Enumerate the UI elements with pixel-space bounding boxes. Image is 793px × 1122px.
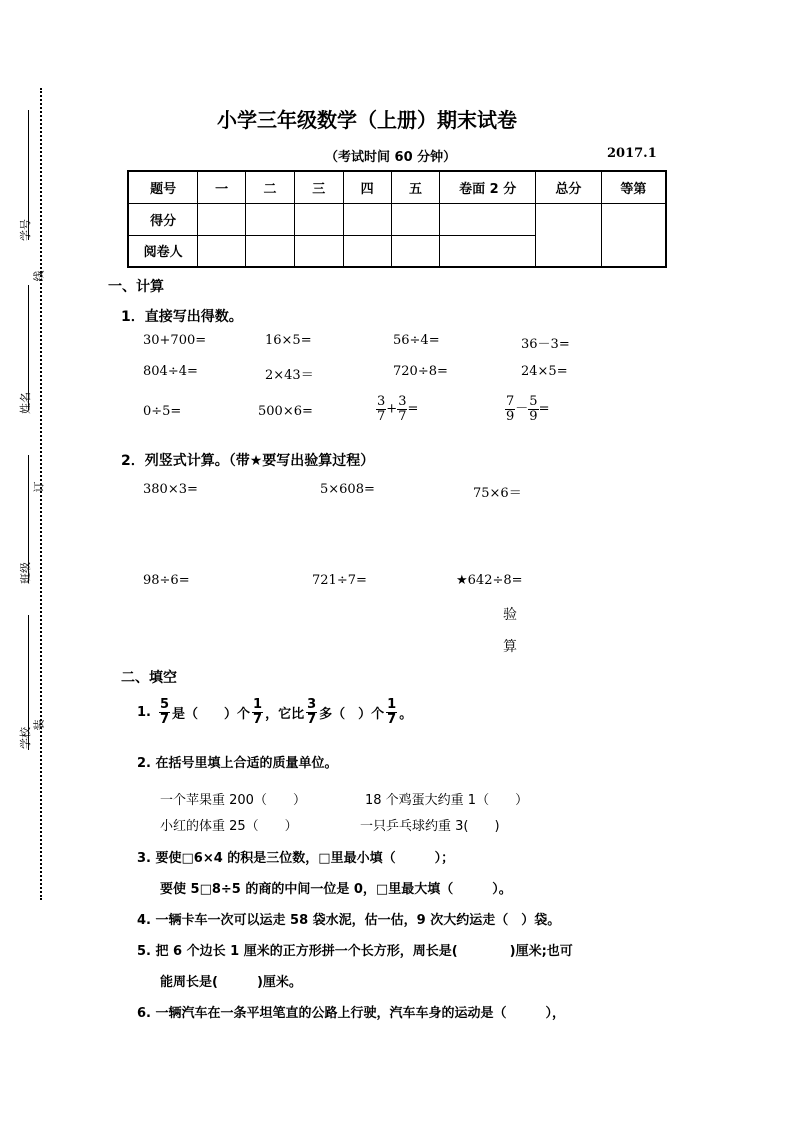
school-label: 学校 <box>19 727 32 749</box>
name-label: 姓名 <box>19 392 32 414</box>
problem: 0÷5= <box>143 404 182 419</box>
fill-question-5-line2: 能周长是( )厘米。 <box>160 975 302 990</box>
fill-question-4: 4. 一辆卡车一次可以运走 58 袋水泥，估一估，9 次大约运走（ ）袋。 <box>137 913 561 928</box>
problem: 720÷8= <box>393 364 448 379</box>
score-header-cell: 卷面 2 分 <box>440 171 536 203</box>
grader-cell[interactable] <box>343 235 391 267</box>
section1-heading: 一、计算 <box>108 279 164 295</box>
starred-problem: ★642÷8= <box>456 573 523 588</box>
score-header-cell: 等第 <box>601 171 666 203</box>
score-cell[interactable] <box>246 203 295 235</box>
problem: 56÷4= <box>393 333 440 348</box>
score-header-cell: 二 <box>246 171 295 203</box>
fill-question-6: 6. 一辆汽车在一条平坦笔直的公路上行驶，汽车车身的运动是（ ）， <box>137 1006 566 1021</box>
fill-question-2: 2. 在括号里填上合适的质量单位。 <box>137 756 338 771</box>
fill-question-3-line2: 要使 5□8÷5 的商的中间一位是 0，□里最大填（ ）。 <box>160 882 512 897</box>
binding-bind-char: 订 <box>32 481 46 493</box>
score-header-cell: 一 <box>198 171 246 203</box>
exam-date: 2017.1 <box>607 146 657 161</box>
score-cell[interactable] <box>294 203 343 235</box>
page-title: 小学三年级数学（上册）期末试卷 <box>217 108 517 132</box>
score-header-cell: 总分 <box>535 171 601 203</box>
score-table <box>127 170 667 268</box>
grader-cell[interactable] <box>294 235 343 267</box>
fill-item: 小红的体重 25（ ） <box>160 819 298 834</box>
score-cell[interactable] <box>198 203 246 235</box>
score-cell[interactable] <box>391 203 440 235</box>
student-id-label: 学号 <box>19 219 32 241</box>
fill-question-3: 3. 要使□6×4 的积是三位数，□里最小填（ ）； <box>137 851 455 866</box>
binding-dotted-line <box>40 88 42 900</box>
grader-cell[interactable] <box>198 235 246 267</box>
fraction-problem: $\frac{3}{7}$ + $\frac{3}{7}$ = <box>377 394 419 424</box>
score-header-cell: 三 <box>294 171 343 203</box>
score-cell[interactable] <box>440 203 536 235</box>
total-score-cell[interactable] <box>535 203 601 267</box>
problem: 804÷4= <box>143 364 198 379</box>
fill-item: 一只乒乓球约重 3( ) <box>360 819 500 834</box>
fill-question-5: 5. 把 6 个边长 1 厘米的正方形拼一个长方形，周长是( )厘米;也可 <box>137 944 573 959</box>
class-label: 班级 <box>19 562 32 584</box>
score-cell[interactable] <box>343 203 391 235</box>
score-header-cell: 四 <box>343 171 391 203</box>
problem: 5×608= <box>320 482 375 497</box>
problem: 500×6= <box>258 404 313 419</box>
fill-item: 一个苹果重 200（ ） <box>160 793 306 808</box>
score-header-cell: 题号 <box>128 171 198 203</box>
q2-title: 2．列竖式计算。（带★要写出验算过程） <box>121 453 375 469</box>
problem: 36－3= <box>521 337 570 352</box>
score-header-cell: 五 <box>391 171 440 203</box>
problem: 721÷7= <box>312 573 367 588</box>
grader-cell[interactable] <box>440 235 536 267</box>
grader-cell[interactable] <box>391 235 440 267</box>
fraction-problem: $\frac{7}{9}$ － $\frac{5}{9}$ = <box>506 394 550 424</box>
problem: 24×5= <box>521 364 568 379</box>
fill-question-1: 1. $\frac{5}{7}$ 是（ ）个 $\frac{1}{7}$ ，它比 $\frac{3}{7}$ 多（ ）个 $\frac{1}{7}$ 。 <box>137 697 413 727</box>
grader-row-label: 阅卷人 <box>128 235 198 267</box>
problem: 380×3= <box>143 482 198 497</box>
problem: 98÷6= <box>143 573 190 588</box>
q1-title: 1．直接写出得数。 <box>121 309 243 325</box>
problem: 75×6＝ <box>473 486 522 501</box>
binding-pack-char: 装 <box>32 719 46 731</box>
score-row <box>128 203 666 235</box>
problem: 30+700= <box>143 333 207 348</box>
binding-line-char: 线 <box>32 270 46 282</box>
check-label: 算 <box>503 639 517 655</box>
problem: 16×5= <box>265 333 312 348</box>
exam-duration: （考试时间 60 分钟） <box>325 150 457 165</box>
section2-heading: 二、填空 <box>121 670 177 686</box>
problem: 2×43＝ <box>265 368 314 383</box>
grader-cell[interactable] <box>246 235 295 267</box>
score-row-label: 得分 <box>128 203 198 235</box>
check-label: 验 <box>503 607 517 623</box>
score-table-header-row <box>128 171 666 203</box>
fill-item: 18 个鸡蛋大约重 1（ ） <box>365 793 529 808</box>
grade-cell[interactable] <box>601 203 666 267</box>
